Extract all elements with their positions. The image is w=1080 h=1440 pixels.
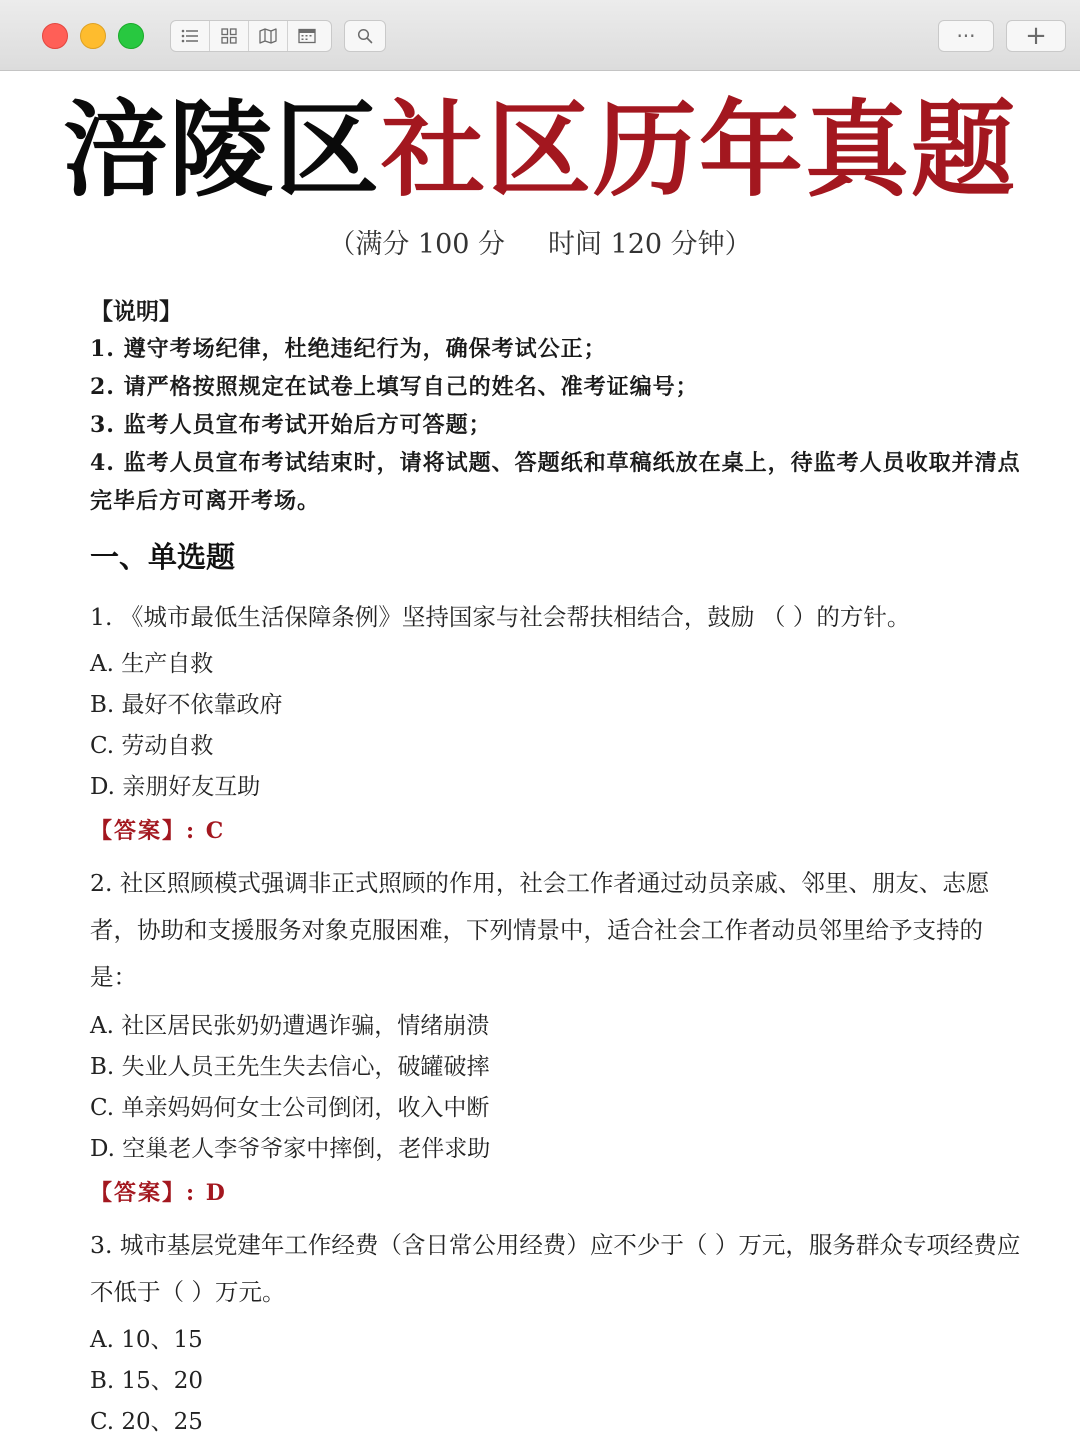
instruction-item: 1. 遵守考场纪律，杜绝违纪行为，确保考试公正； [90,336,607,362]
question-stem: 2. 社区照顾模式强调非正式照顾的作用，社会工作者通过动员亲戚、邻里、朋友、志愿者，协助和支援服务对象克服困难，下列情景中，适合社会工作者动员邻里给予支持的是： [90,869,990,991]
question-option: A. 社区居民张奶奶遭遇诈骗，情绪崩溃 [90,1013,490,1039]
map-view-button[interactable] [249,21,288,51]
map-icon [259,28,277,44]
more-options-button[interactable]: ··· [938,20,994,52]
grid-view-button[interactable] [210,21,249,51]
title-bar [0,0,1080,71]
grid-icon [221,28,237,44]
list-icon [181,29,199,43]
question-option: C. 20、25 [90,1409,203,1435]
question-option: B. 最好不依靠政府 [90,692,283,718]
question-option: C. 劳动自救 [90,733,214,759]
question-option: D. 亲朋好友互助 [90,774,261,800]
zoom-window-button[interactable] [118,23,144,49]
title-topic: 社区历年真题 [381,89,1018,211]
exam-subtitle: （满分 100 分 时间 120 分钟） [328,229,752,260]
add-button[interactable]: + [1006,20,1066,52]
instructions-heading: 【说明】 [90,298,182,325]
section-heading: 一、单选题 [90,540,236,574]
list-view-button[interactable] [171,21,210,51]
question-stem: 3. 城市基层党建年工作经费（含日常公用经费）应不少于（ ）万元，服务群众专项经费应不低于（ ）万元。 [90,1231,1021,1306]
question-stem: 1. 《城市最低生活保障条例》坚持国家与社会帮扶相结合，鼓励 （ ）的方针。 [90,603,911,631]
calendar-view-button[interactable] [288,21,326,51]
question-option: B. 失业人员王先生失去信心，破罐破摔 [90,1054,490,1080]
question-option: A. 生产自救 [90,651,214,677]
question-option: A. 10、15 [90,1327,203,1353]
minimize-window-button[interactable] [80,23,106,49]
question-option: B. 15、20 [90,1368,204,1394]
answer-label: 【答案】: C [90,818,226,844]
close-window-button[interactable] [42,23,68,49]
calendar-icon [298,28,316,44]
view-mode-segmented-control [170,20,332,52]
document-title [0,88,1080,212]
answer-label: 【答案】: D [90,1180,227,1206]
instruction-item: 2. 请严格按照规定在试卷上填写自己的姓名、准考证编号； [90,374,699,400]
search-button[interactable] [344,20,386,52]
instruction-item: 3. 监考人员宣布考试开始后方可答题； [90,412,492,438]
instruction-item: 4. 监考人员宣布考试结束时，请将试题、答题纸和草稿纸放在桌上，待监考人员收取并清点完毕后方可离开考场。 [90,450,1021,514]
question-option: D. 空巢老人李爷爷家中摔倒，老伴求助 [90,1136,491,1162]
question-option: C. 单亲妈妈何女士公司倒闭，收入中断 [90,1095,490,1121]
title-region: 涪陵区 [62,89,381,211]
search-icon [357,28,373,44]
